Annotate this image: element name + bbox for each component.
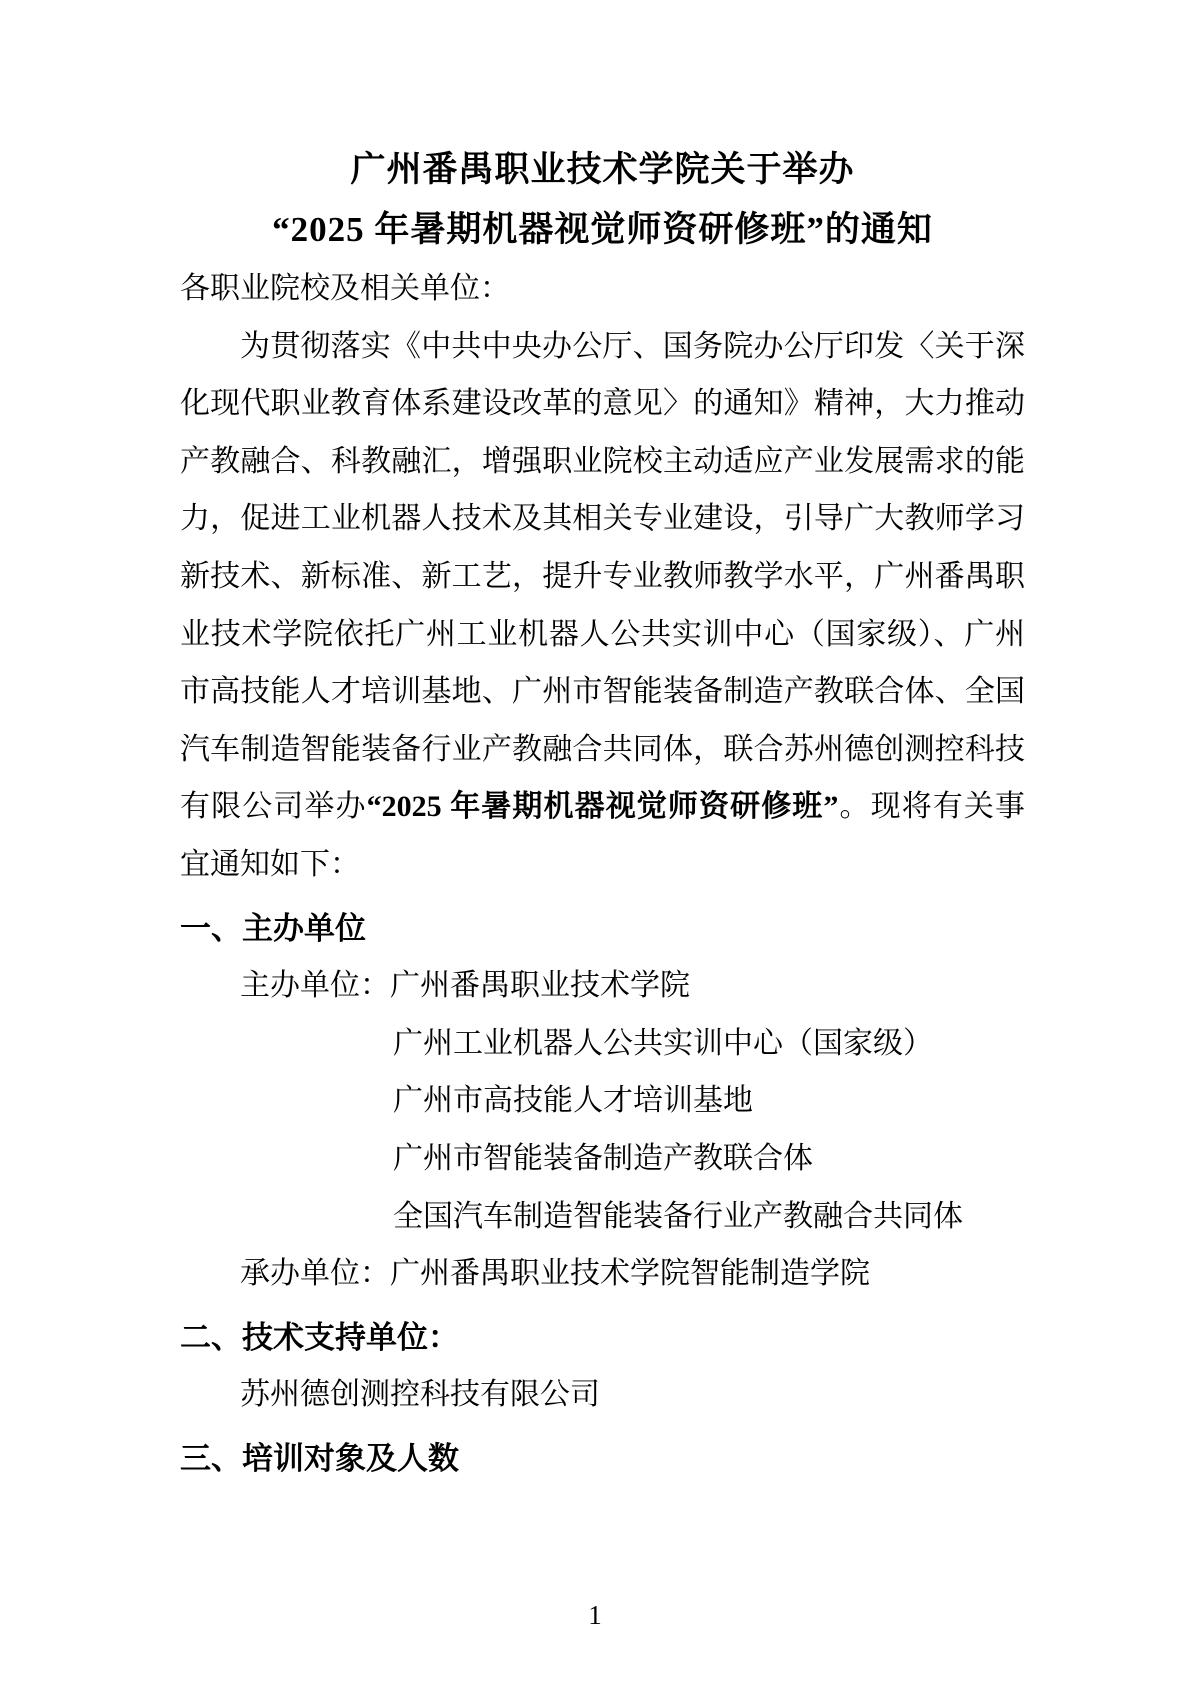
intro-text-after-bold: 。现将有关事宜通知如下：: [180, 790, 1026, 881]
intro-course-name-bold: “2025 年暑期机器视觉师资研修班”: [366, 790, 839, 824]
organizer-line: [180, 957, 1025, 1015]
page-number: 1: [588, 1600, 602, 1630]
document-title-line2: “2025 年暑期机器视觉师资研修班”的通知: [272, 210, 933, 249]
tech-support-company-line: 苏州德创测控科技有限公司: [240, 1378, 600, 1412]
document-title-line1: 广州番禺职业技术学院关于举办: [350, 150, 855, 189]
undertaker-label: 承办单位：: [240, 1257, 390, 1291]
organizer-continuation-line: 广州工业机器人公共实训中心（国家级）: [393, 1026, 933, 1060]
organizer-continuation-line: 广州市高技能人才培训基地: [393, 1084, 753, 1118]
undertaker-line: [180, 1245, 1025, 1303]
intro-paragraph: [180, 318, 1025, 894]
section-heading-organizers: 一、主办单位: [180, 910, 366, 946]
salutation-line: 各职业院校及相关单位：: [180, 272, 510, 305]
organizer-continuation-line: 广州市智能装备制造产教联合体: [393, 1141, 813, 1175]
section-heading-trainees: 三、培训对象及人数: [180, 1440, 459, 1476]
organizer-label: 主办单位：: [240, 969, 390, 1003]
section-heading-tech-support: 二、技术支持单位：: [180, 1319, 459, 1355]
page-footer: [0, 1598, 1190, 1632]
undertaker-value: 广州番禺职业技术学院智能制造学院: [390, 1257, 870, 1291]
organizer-continuation-line: 全国汽车制造智能装备行业产教融合共同体: [393, 1199, 963, 1233]
organizer-value: 广州番禺职业技术学院: [390, 969, 690, 1003]
intro-text-before-bold: 为贯彻落实《中共中央办公厅、国务院办公厅印发〈关于深化现代职业教育体系建设改革的意见〉的通知》精神，大力推动产教融合、科教融汇，增强职业院校主动适应产业发展需求的能力，促进工业机器人技术及其相关专业建设，引导广大教师学习新技术、新标准、新工艺，提升专业教师教学水平，广州番禺职业技术学院依托广州工业机器人公共实训中心（国家级）、广州市高技能人才培训基地、广州市智能装备制造产教联合体、全国汽车制造智能装备行业产教融合共同体，联合苏州德创测控科技有限公司举办: [180, 329, 1025, 824]
